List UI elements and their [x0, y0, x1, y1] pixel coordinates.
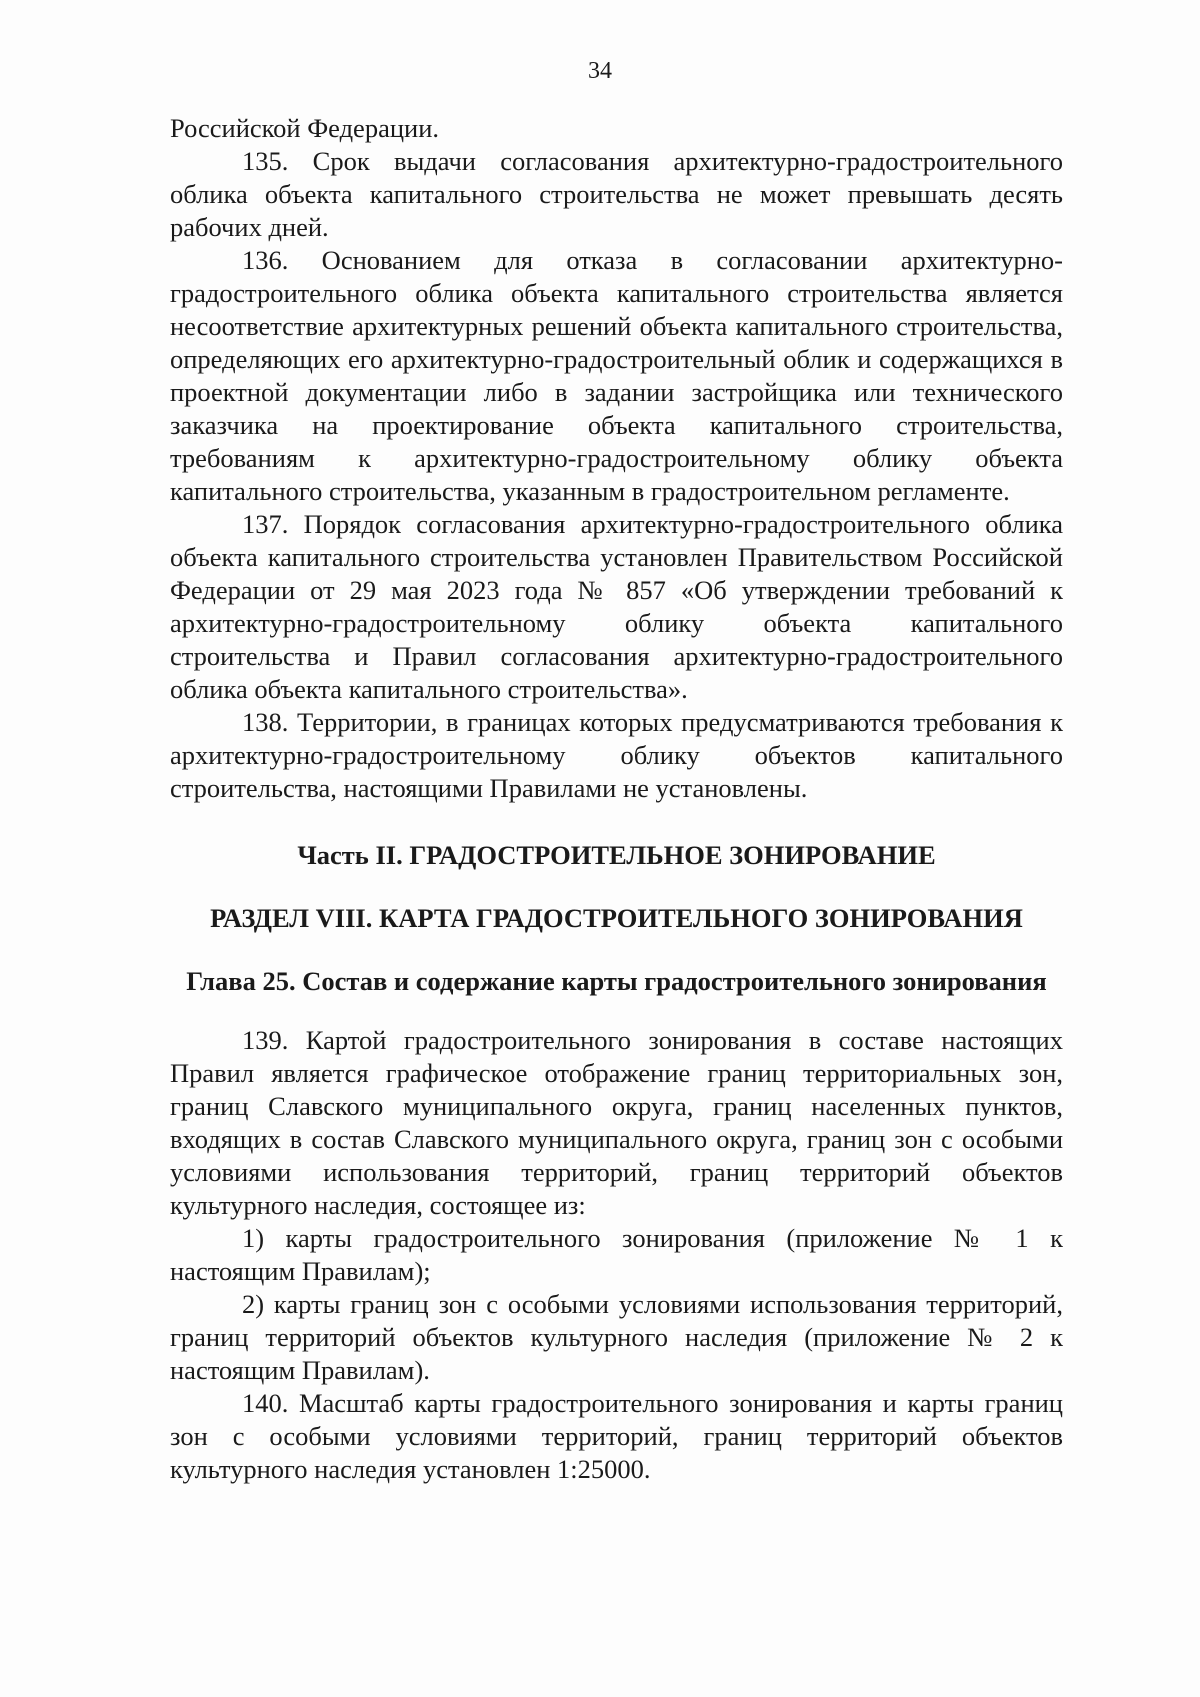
list-item-2: 2) карты границ зон с особыми условиями использования территорий, границ территорий объектов культурного наследия (приложение № 2 к настоящим Правилам). [170, 1289, 1063, 1385]
page-number: 34 [588, 58, 612, 84]
chapter-heading: Глава 25. Состав и содержание карты градостроительного зонирования [186, 966, 1047, 996]
paragraph-continuation: Российской Федерации. [170, 113, 439, 143]
paragraph-139: 139. Картой градостроительного зонирования в составе настоящих Правил является графическое отображение границ территориальных зон, границ Славского муниципального округа, границ населенных пунктов, входящих в состав Славского муниципального округа, границ зон с особыми условиями использования территорий, границ территорий объектов культурного наследия, состоящее из: [170, 1025, 1063, 1220]
section-heading: РАЗДЕЛ VIII. КАРТА ГРАДОСТРОИТЕЛЬНОГО ЗОНИРОВАНИЯ [210, 903, 1023, 933]
paragraph-140: 140. Масштаб карты градостроительного зонирования и карты границ зон с особыми условиями территорий, границ территорий объектов культурного наследия установлен 1:25000. [170, 1388, 1063, 1484]
document-body [170, 112, 1063, 1486]
paragraph-135: 135. Срок выдачи согласования архитектурно-градостроительного облика объекта капитального строительства не может превышать десять рабочих дней. [170, 146, 1063, 242]
paragraph-138: 138. Территории, в границах которых предусматриваются требования к архитектурно-градостроительному облику объектов капитального строительства, настоящими Правилами не установлены. [170, 707, 1063, 803]
list-item-1: 1) карты градостроительного зонирования (приложение № 1 к настоящим Правилам); [170, 1223, 1063, 1286]
paragraph-137: 137. Порядок согласования архитектурно-градостроительного облика объекта капитального строительства установлен Правительством Российской Федерации от 29 мая 2023 года № 857 «Об утверждении требований к архитектурно-градостроительному облику объекта капитального строительства и Правил согласования архитектурно-градостроительного облика объекта капитального строительства». [170, 509, 1063, 704]
part-heading: Часть II. ГРАДОСТРОИТЕЛЬНОЕ ЗОНИРОВАНИЕ [297, 840, 936, 870]
paragraph-136: 136. Основанием для отказа в согласовании архитектурно-градостроительного облика объекта капитального строительства является несоответствие архитектурных решений объекта капитального строительства, определяющих его архитектурно-градостроительный облик и содержащихся в проектной документации либо в задании застройщика или технического заказчика на проектирование объекта капитального строительства, требованиям к архитектурно-градостроительному облику объекта капитального строительства, указанным в градостроительном регламенте. [170, 245, 1063, 506]
